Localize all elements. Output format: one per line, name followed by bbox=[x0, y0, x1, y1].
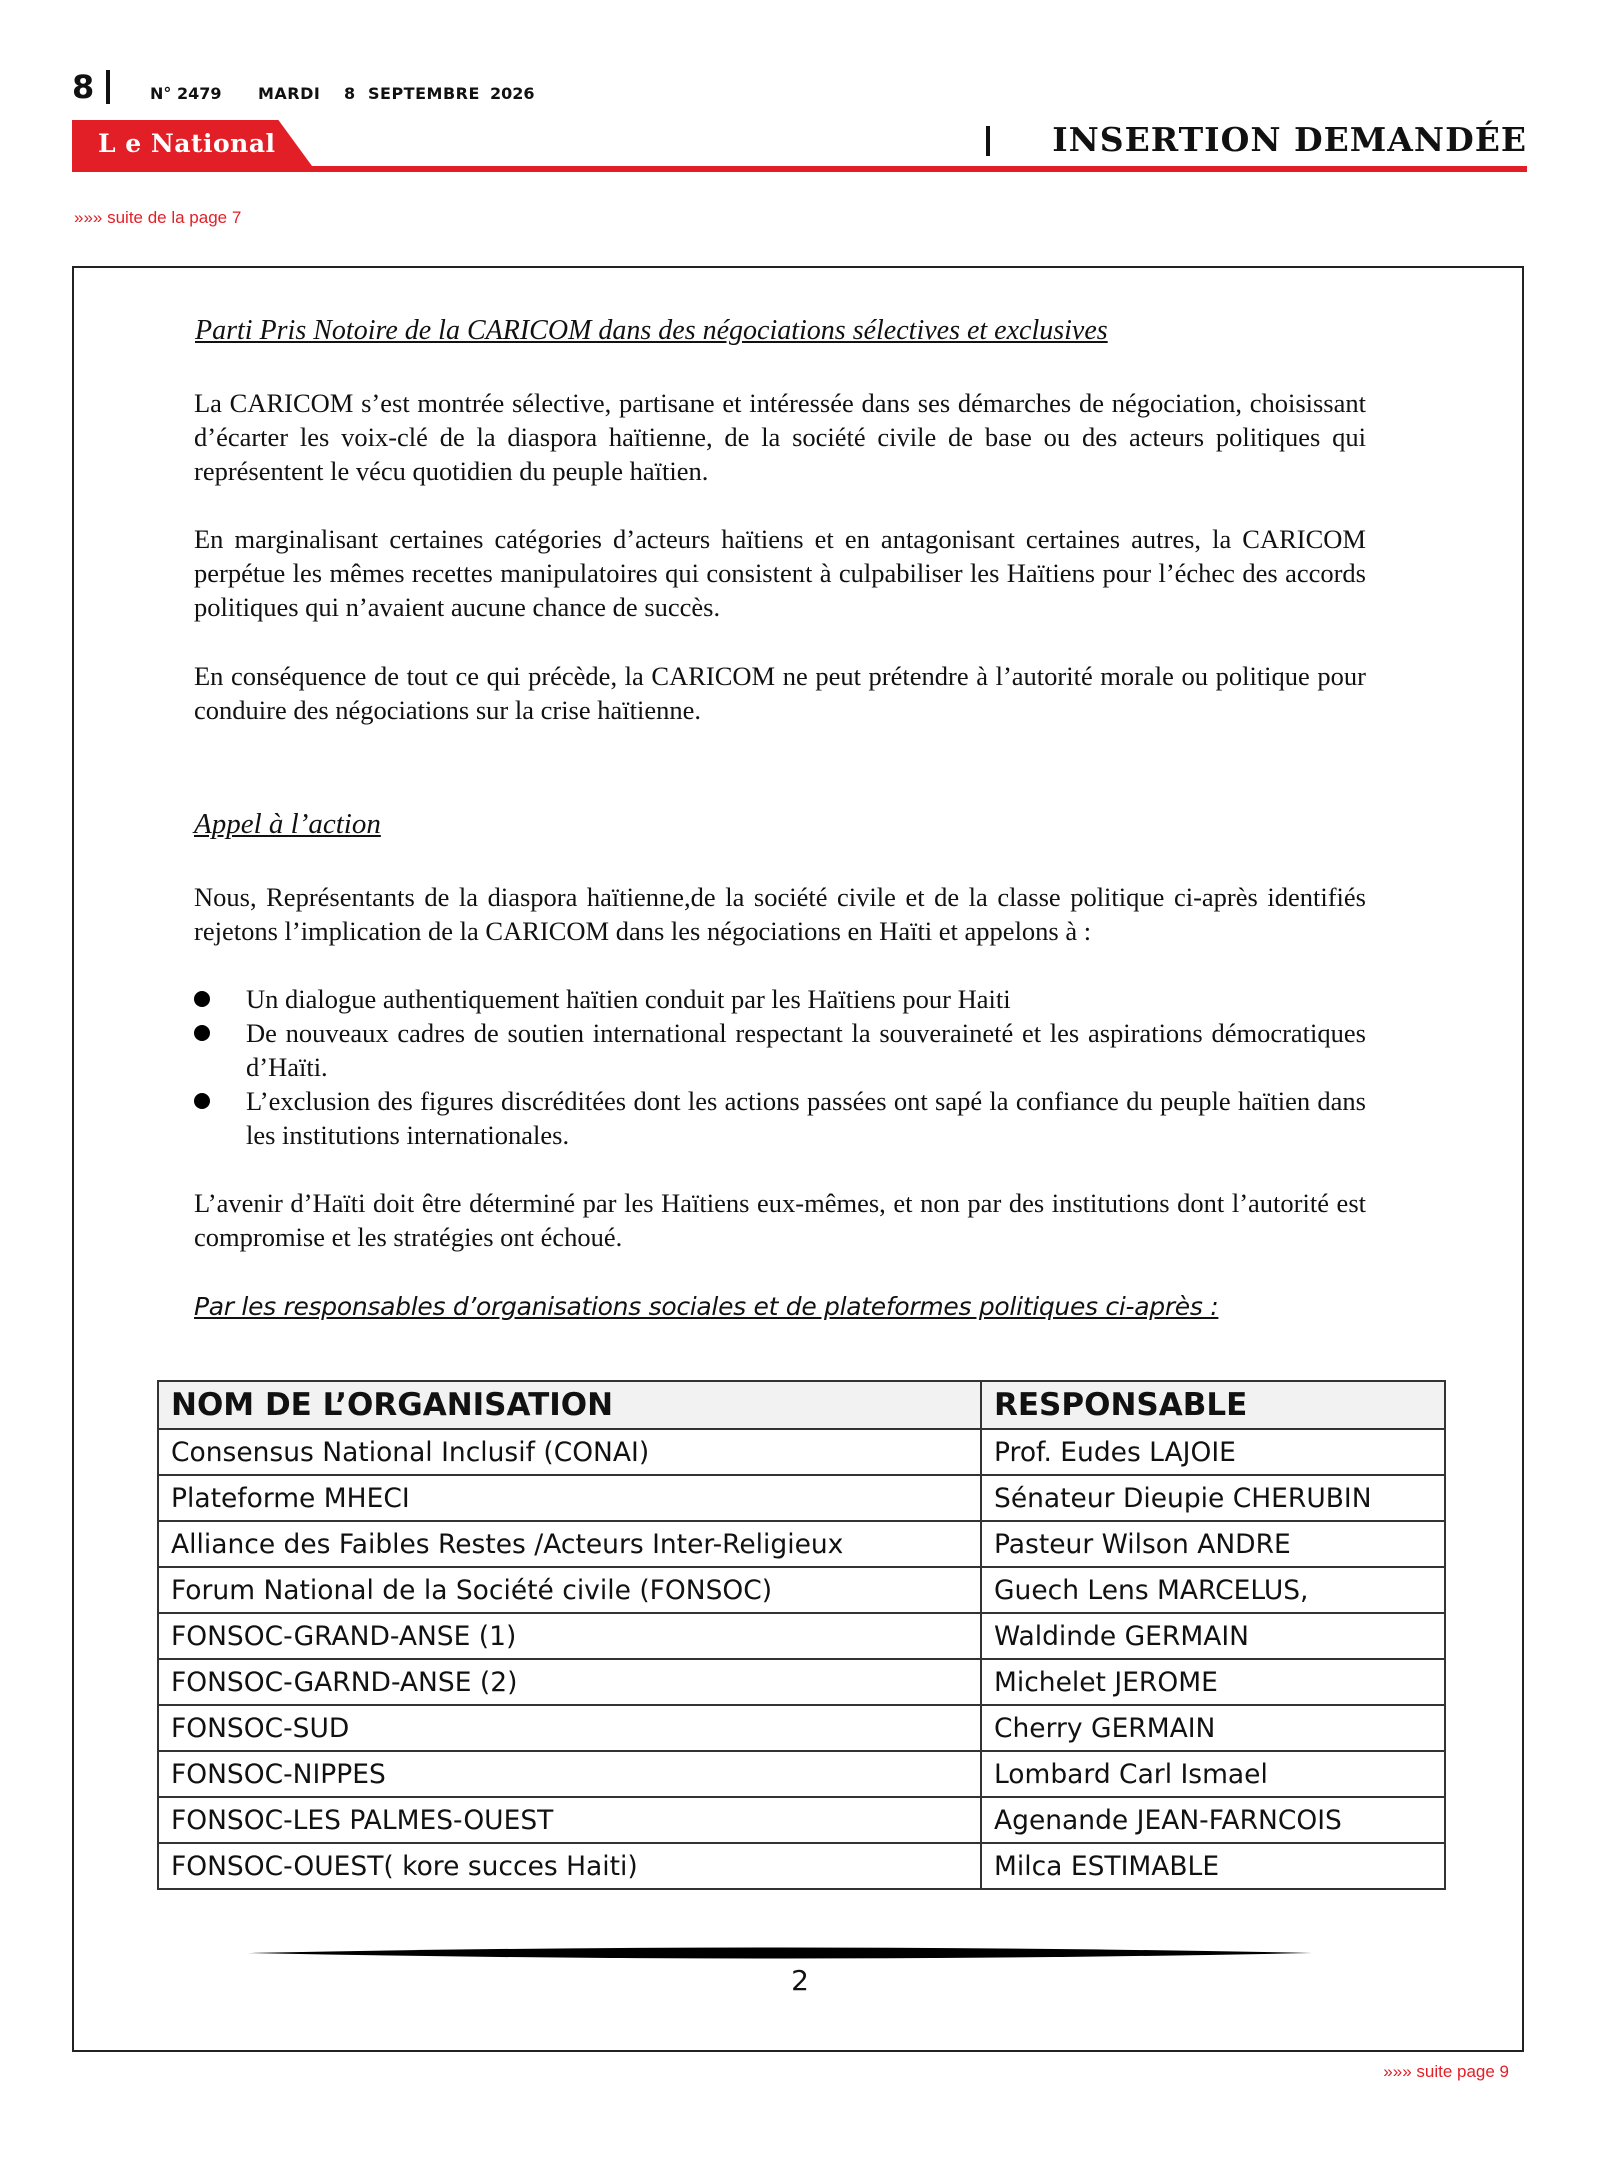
date-number: 8 bbox=[344, 84, 356, 103]
continued-to-link[interactable]: »»» suite page 9 bbox=[1383, 2062, 1509, 2081]
list-item-text: L’exclusion des figures discréditées dont les actions passées ont sapé la confiance du peuple haïtien dans les institutions internationales. bbox=[246, 1086, 1366, 1150]
list-item bbox=[194, 1084, 1366, 1152]
organisation-cell: Forum National de la Société civile (FONSOC) bbox=[158, 1567, 981, 1613]
list-item-text: Un dialogue authentiquement haïtien conduit par les Haïtiens pour Haiti bbox=[246, 984, 1011, 1014]
table-row bbox=[158, 1475, 1445, 1521]
column-header-organisation: NOM DE L’ORGANISATION bbox=[158, 1381, 981, 1429]
date-day: MARDI bbox=[258, 84, 321, 103]
responsable-cell: Prof. Eudes LAJOIE bbox=[981, 1429, 1445, 1475]
paragraph-2: En marginalisant certaines catégories d’acteurs haïtiens et en antagonisant certaines autres, la CARICOM perpétue les mêmes recettes manipulatoires qui consistent à culpabiliser les Haïtiens pour l’échec des accords politiques qui n’avaient aucune chance de succès. bbox=[194, 524, 1366, 622]
responsable-cell: Lombard Carl Ismael bbox=[981, 1751, 1445, 1797]
column-header-responsable: RESPONSABLE bbox=[981, 1381, 1445, 1429]
page-number-divider bbox=[106, 70, 110, 104]
responsable-cell: Pasteur Wilson ANDRE bbox=[981, 1521, 1445, 1567]
issue-number: N° 2479 bbox=[150, 84, 222, 103]
table-row bbox=[158, 1797, 1445, 1843]
continued-from-link[interactable]: »»» suite de la page 7 bbox=[74, 208, 242, 227]
responsable-cell: Michelet JEROME bbox=[981, 1659, 1445, 1705]
list-item bbox=[194, 982, 1366, 1016]
call-to-action-heading: Appel à l’action bbox=[194, 808, 381, 840]
date-month: SEPTEMBRE bbox=[368, 84, 480, 103]
bullet-icon bbox=[194, 1025, 210, 1041]
signers-intro: Par les responsables d’organisations sociales et de plateformes politiques ci-après : bbox=[194, 1292, 1219, 1321]
inner-page-number: 2 bbox=[791, 1964, 809, 1997]
responsable-cell: Agenande JEAN-FARNCOIS bbox=[981, 1797, 1445, 1843]
masthead-info bbox=[72, 68, 1532, 108]
responsable-cell: Cherry GERMAIN bbox=[981, 1705, 1445, 1751]
table-row bbox=[158, 1751, 1445, 1797]
organisation-cell: Alliance des Faibles Restes /Acteurs Inter-Religieux bbox=[158, 1521, 981, 1567]
decorative-swash bbox=[248, 1946, 1312, 1960]
brand-logo-text: L e National bbox=[98, 129, 276, 158]
table-row bbox=[158, 1613, 1445, 1659]
brand-header bbox=[72, 120, 1527, 172]
table-header-row bbox=[158, 1381, 1445, 1429]
table-row bbox=[158, 1521, 1445, 1567]
header-rule bbox=[72, 166, 1527, 172]
article-heading: Parti Pris Notoire de la CARICOM dans des négociations sélectives et exclusives bbox=[195, 315, 1108, 346]
section-divider bbox=[986, 126, 990, 156]
organisation-cell: FONSOC-GRAND-ANSE (1) bbox=[158, 1613, 981, 1659]
organisation-cell: FONSOC-LES PALMES-OUEST bbox=[158, 1797, 981, 1843]
responsable-cell: Guech Lens MARCELUS, bbox=[981, 1567, 1445, 1613]
organizations-table bbox=[157, 1380, 1446, 1890]
table-row bbox=[158, 1705, 1445, 1751]
organisation-cell: FONSOC-SUD bbox=[158, 1705, 981, 1751]
organisation-cell: FONSOC-OUEST( kore succes Haiti) bbox=[158, 1843, 981, 1889]
list-item bbox=[194, 1016, 1366, 1084]
paragraph-4: Nous, Représentants de la diaspora haïtienne,de la société civile et de la classe politique ci-après identifiés rejetons l’implication de la CARICOM dans les négociations en Haïti et appelons à : bbox=[194, 882, 1366, 946]
paragraph-1: La CARICOM s’est montrée sélective, partisane et intéressée dans ses démarches de négociation, choisissant d’écarter les voix-clé de la diaspora haïtienne, de la société civile de base ou des acteurs politiques qui représentent le vécu quotidien du peuple haïtien. bbox=[194, 388, 1366, 486]
table-row bbox=[158, 1567, 1445, 1613]
demands-list bbox=[194, 982, 1366, 1152]
bullet-icon bbox=[194, 991, 210, 1007]
organisation-cell: FONSOC-NIPPES bbox=[158, 1751, 981, 1797]
bullet-icon bbox=[194, 1093, 210, 1109]
date-year: 2026 bbox=[490, 84, 535, 103]
table-row bbox=[158, 1659, 1445, 1705]
organisation-cell: Plateforme MHECI bbox=[158, 1475, 981, 1521]
page-number: 8 bbox=[72, 68, 95, 106]
responsable-cell: Sénateur Dieupie CHERUBIN bbox=[981, 1475, 1445, 1521]
paragraph-5: L’avenir d’Haïti doit être déterminé par les Haïtiens eux-mêmes, et non par des institutions dont l’autorité est compromise et les stratégies ont échoué. bbox=[194, 1188, 1366, 1252]
list-item-text: De nouveaux cadres de soutien international respectant la souveraineté et les aspirations démocratiques d’Haïti. bbox=[246, 1018, 1366, 1082]
responsable-cell: Milca ESTIMABLE bbox=[981, 1843, 1445, 1889]
paragraph-3: En conséquence de tout ce qui précède, la CARICOM ne peut prétendre à l’autorité morale ou politique pour conduire des négociations sur la crise haïtienne. bbox=[194, 661, 1366, 725]
section-title: INSERTION DEMANDÉE bbox=[1052, 120, 1527, 159]
organisation-cell: Consensus National Inclusif (CONAI) bbox=[158, 1429, 981, 1475]
table-row bbox=[158, 1843, 1445, 1889]
responsable-cell: Waldinde GERMAIN bbox=[981, 1613, 1445, 1659]
organisation-cell: FONSOC-GARND-ANSE (2) bbox=[158, 1659, 981, 1705]
table-row bbox=[158, 1429, 1445, 1475]
